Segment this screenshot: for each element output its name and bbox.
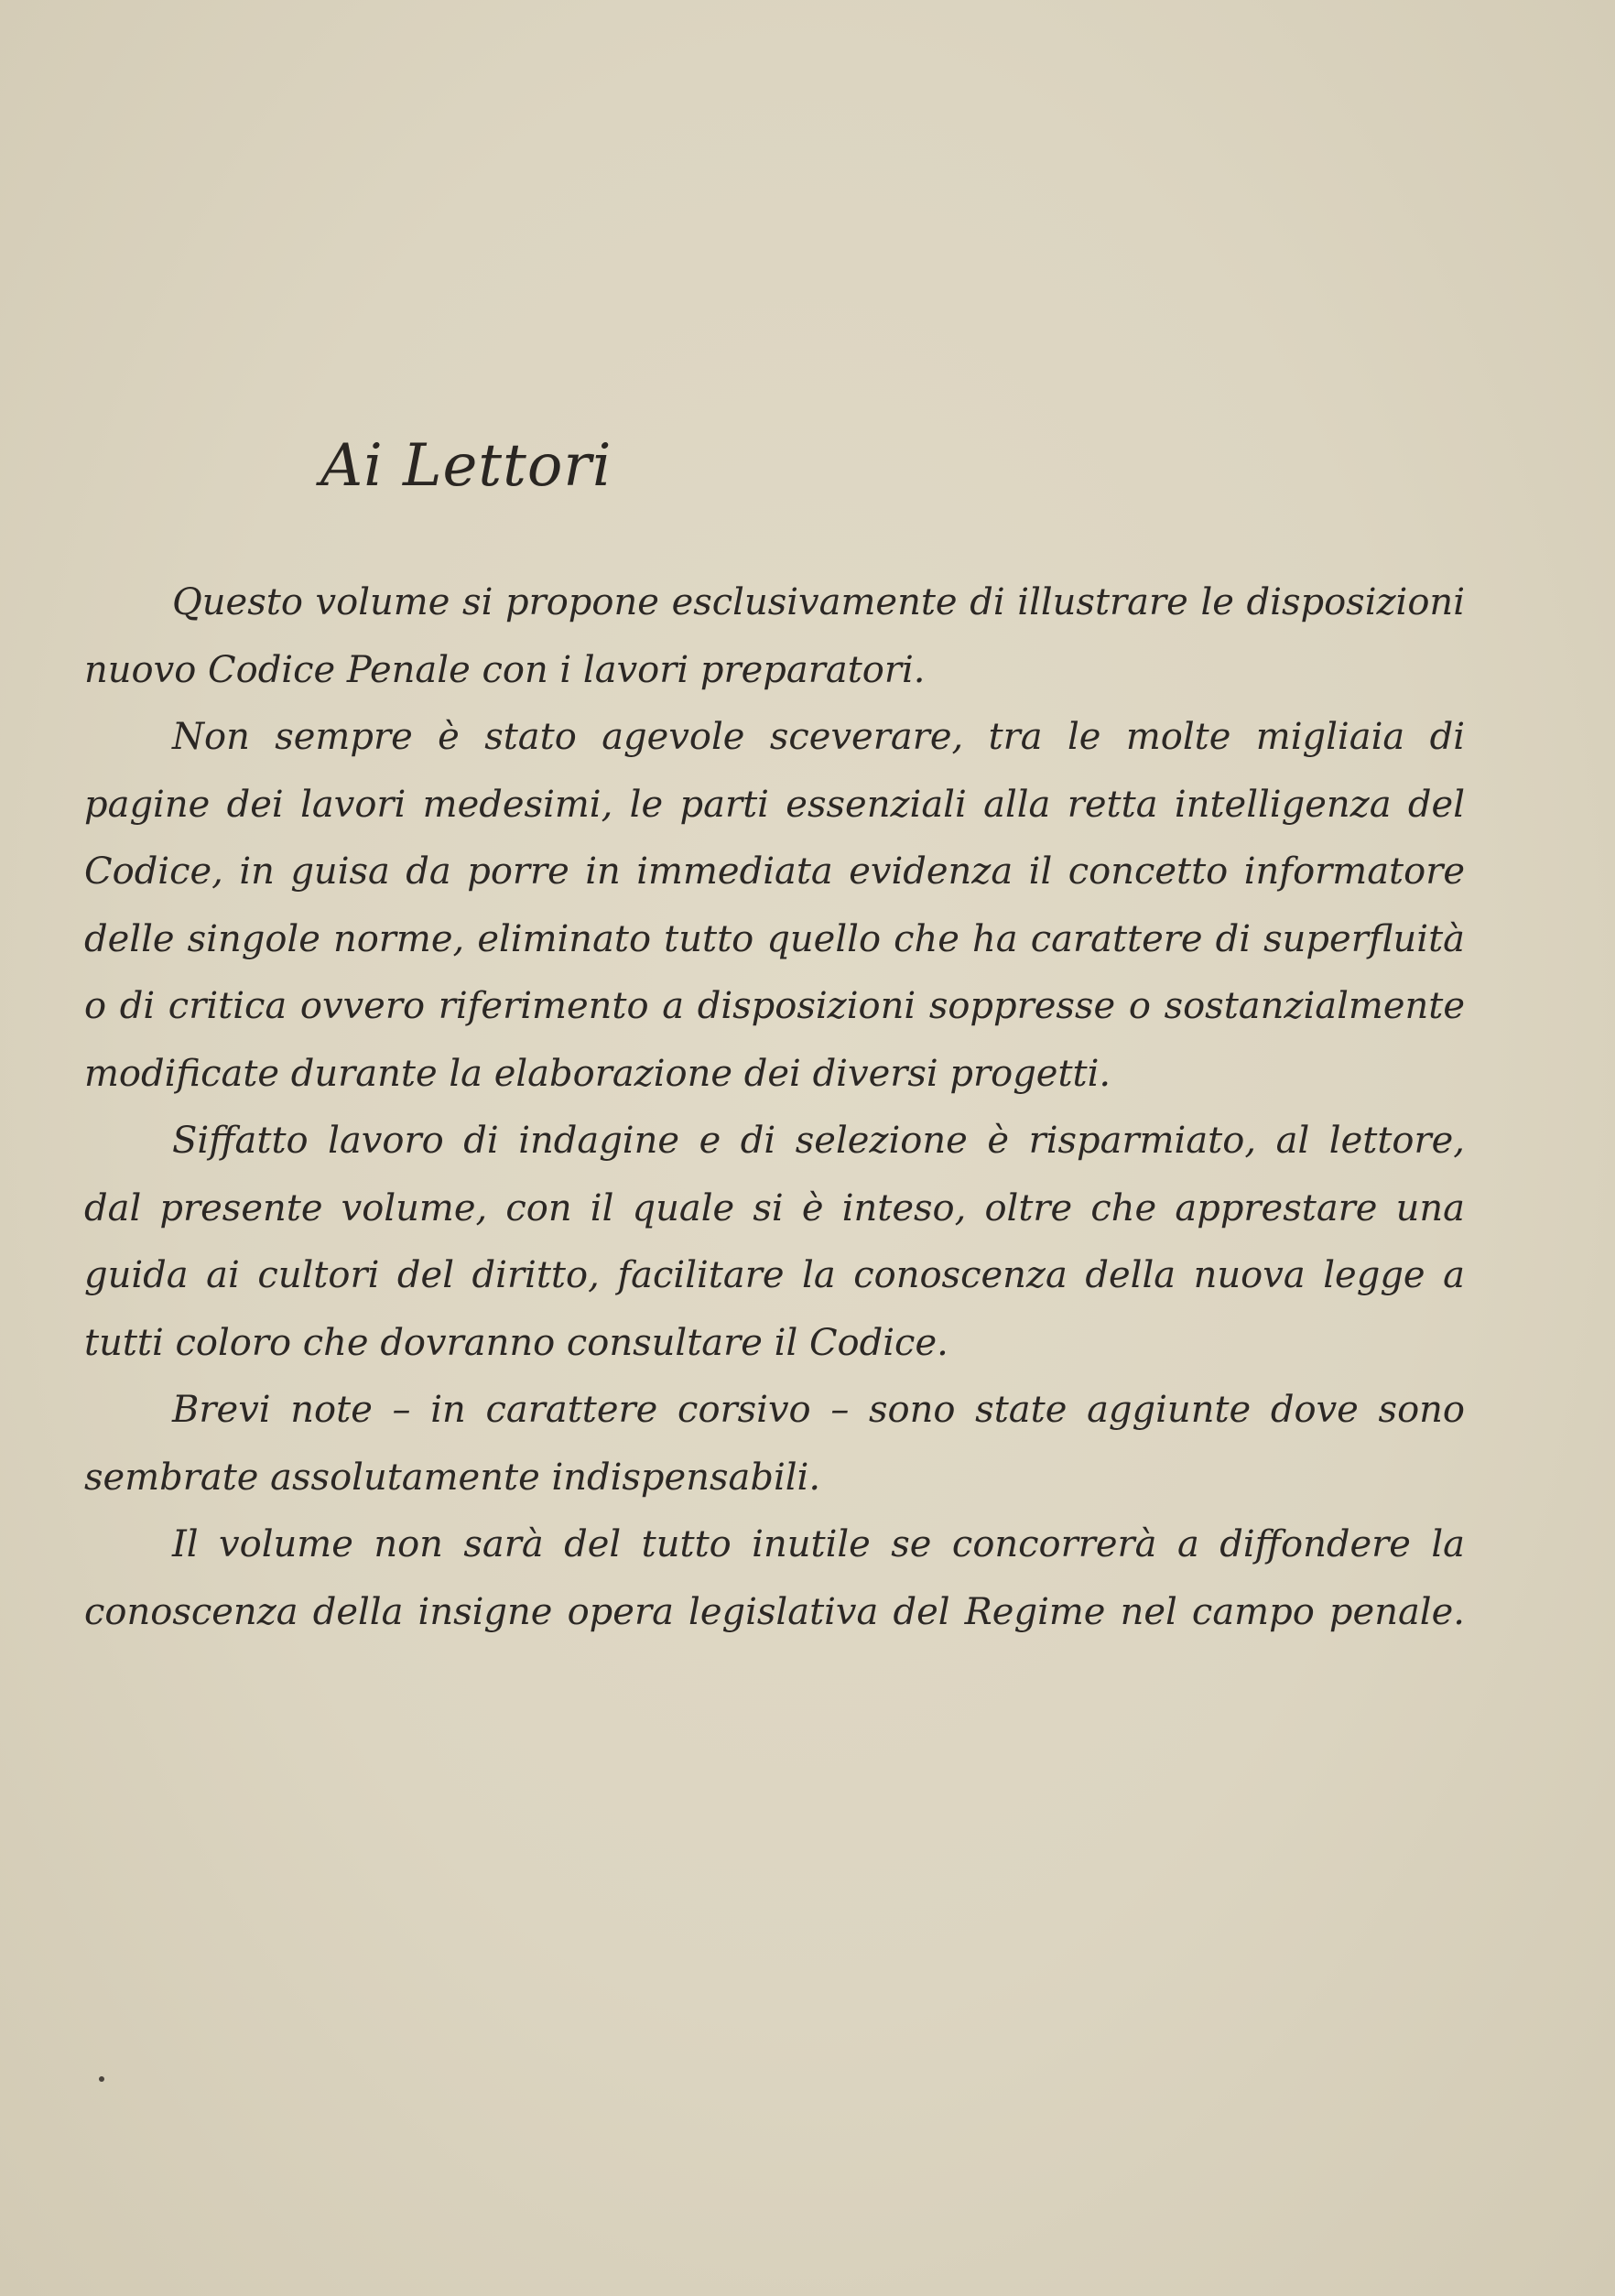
text-line: sembrate assolutamente indispensabili.: [84, 1456, 821, 1499]
text-line: modificate durante la elaborazione dei diversi progetti.: [84, 1052, 1111, 1095]
text-line: o di critica ovvero riferimento a disposizioni soppresse o sostanzialmente: [84, 985, 1465, 1027]
ink-speck: [99, 2076, 104, 2082]
text-line: Siffatto lavoro di indagine e di selezione è risparmiato, al lettore,: [172, 1120, 1465, 1162]
text-line: tutti coloro che dovranno consultare il Codice.: [84, 1321, 948, 1364]
text-line: pagine dei lavori medesimi, le parti essenziali alla retta intelligenza del: [84, 783, 1465, 826]
page-title: Ai Lettori: [320, 432, 612, 500]
preface-text: [84, 569, 1465, 1646]
text-line: Il volume non sarà del tutto inutile se concorrerà a diffondere la: [172, 1523, 1465, 1565]
text-line: guida ai cultori del diritto, facilitare la conoscenza della nuova legge a: [84, 1254, 1465, 1296]
text-line: delle singole norme, eliminato tutto quello che ha carattere di superfluità: [84, 917, 1465, 960]
text-line: nuovo Codice Penale con i lavori preparatori.: [84, 648, 926, 691]
text-line: Questo volume si propone esclusivamente di illustrare le disposizioni: [172, 581, 1465, 623]
text-line: Codice, in guisa da porre in immediata evidenza il concetto informatore: [84, 850, 1465, 893]
text-line: dal presente volume, con il quale si è inteso, oltre che apprestare una: [84, 1186, 1465, 1229]
text-line: Brevi note – in carattere corsivo – sono state aggiunte dove sono: [172, 1389, 1465, 1431]
text-line: conoscenza della insigne opera legislativa del Regime nel campo penale.: [84, 1590, 1465, 1633]
text-line: Non sempre è stato agevole sceverare, tra le molte migliaia di: [172, 716, 1465, 758]
